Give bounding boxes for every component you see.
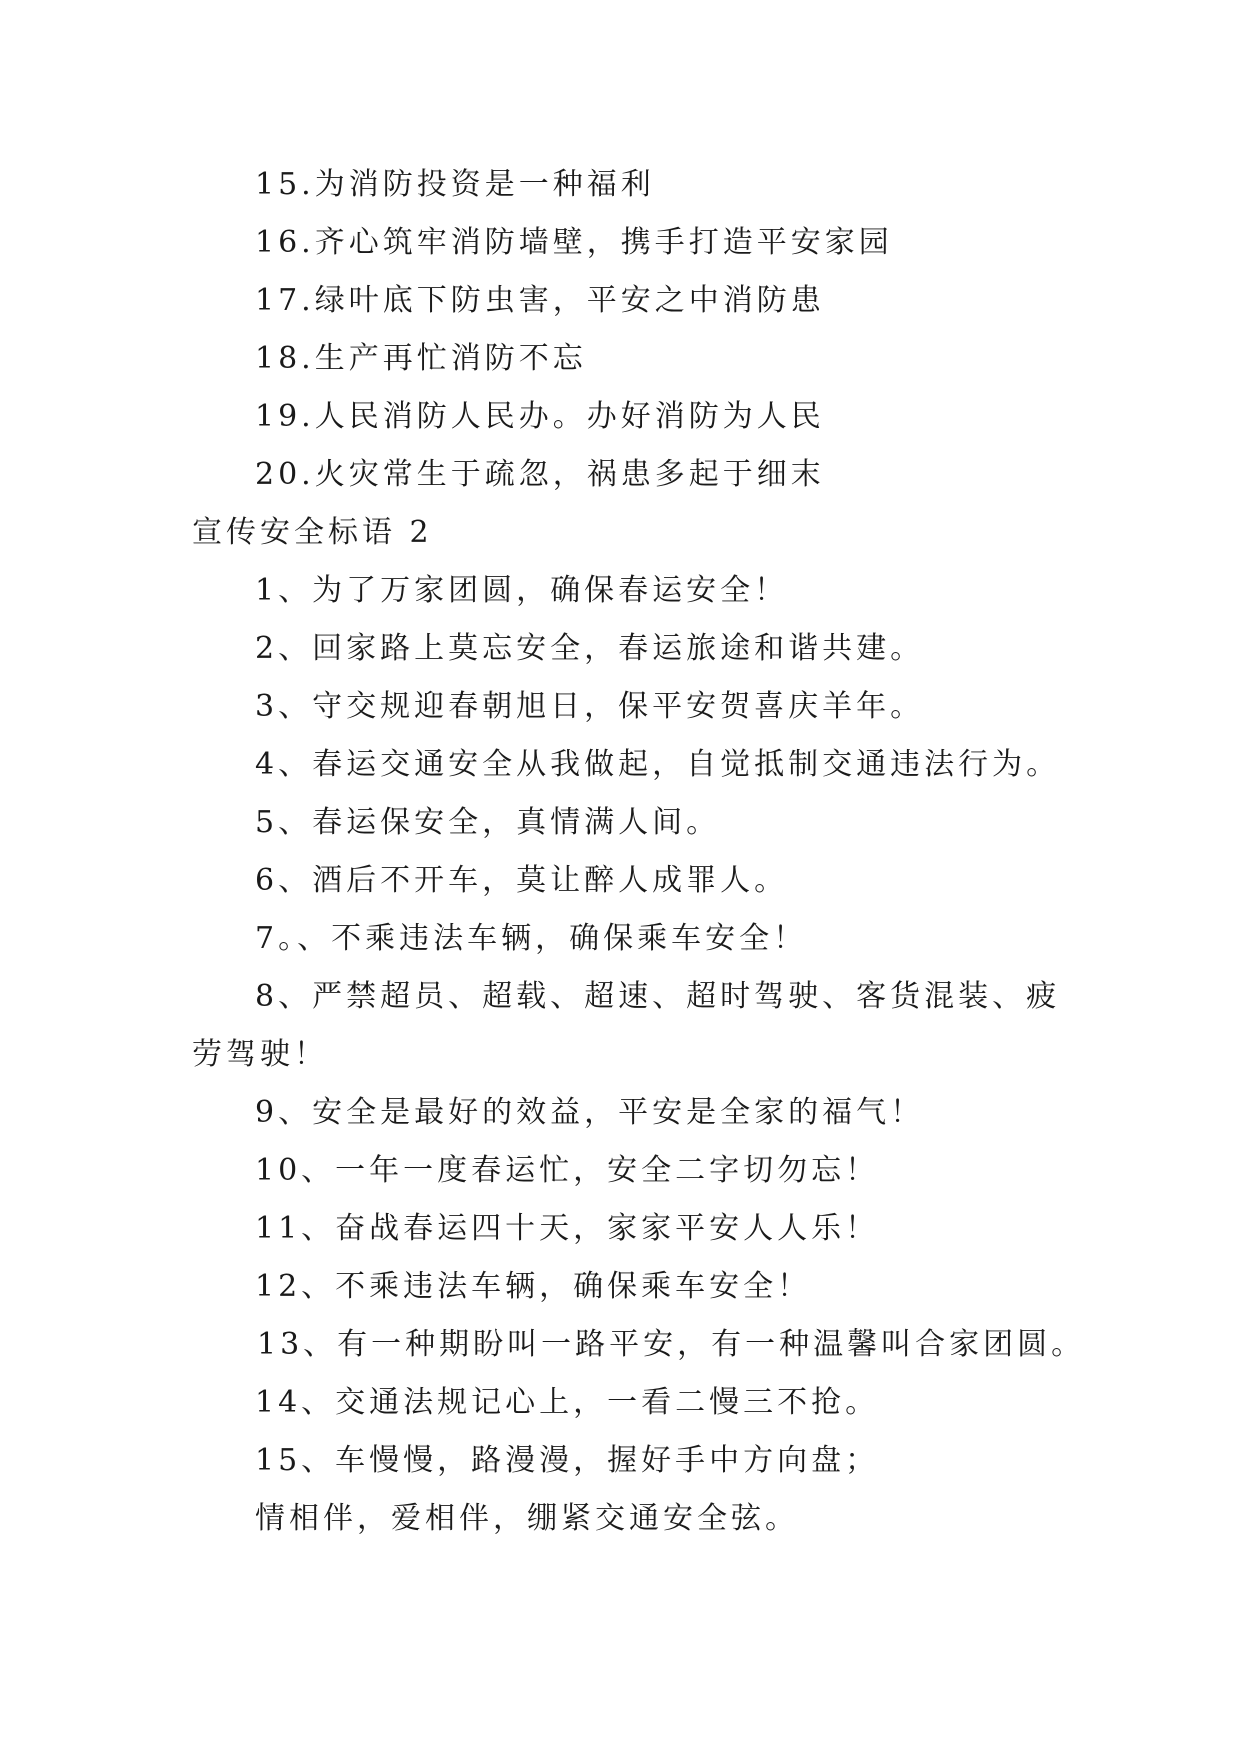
slogan-item: 15.为消防投资是一种福利 [255,167,655,202]
slogan-item: 15、车慢慢，路漫漫，握好手中方向盘； [255,1443,880,1478]
slogan-item: 7。、不乘违法车辆，确保乘车安全！ [255,921,808,956]
slogan-item: 13、有一种期盼叫一路平安，有一种温馨叫合家团圆。 [257,1327,1086,1362]
slogan-item-continuation: 劳驾驶！ [192,1037,328,1072]
slogan-item: 17.绿叶底下防虫害，平安之中消防患 [255,283,825,318]
slogan-item: 18.生产再忙消防不忘 [255,341,587,376]
slogan-item: 10、一年一度春运忙，安全二字切勿忘！ [255,1153,880,1188]
slogan-item: 16.齐心筑牢消防墙壁，携手打造平安家园 [255,225,893,260]
slogan-item: 4、春运交通安全从我做起，自觉抵制交通违法行为。 [255,747,1061,782]
slogan-item: 20.火灾常生于疏忽，祸患多起于细末 [255,457,825,492]
slogan-item: 8、严禁超员、超载、超速、超时驾驶、客货混装、疲 [255,979,1061,1014]
section-heading: 宣传安全标语 2 [192,515,433,550]
slogan-item: 11、奋战春运四十天，家家平安人人乐！ [255,1211,880,1246]
slogan-item: 5、春运保安全，真情满人间。 [255,805,721,840]
slogan-item-continuation: 情相伴，爱相伴，绷紧交通安全弦。 [255,1501,799,1536]
slogan-item: 12、不乘违法车辆，确保乘车安全！ [255,1269,812,1304]
slogan-item: 6、酒后不开车，莫让醉人成罪人。 [255,863,789,898]
slogan-item: 2、回家路上莫忘安全，春运旅途和谐共建。 [255,631,925,666]
slogan-item: 9、安全是最好的效益，平安是全家的福气！ [255,1095,925,1130]
slogan-item: 14、交通法规记心上，一看二慢三不抢。 [255,1385,880,1420]
slogan-item: 3、守交规迎春朝旭日，保平安贺喜庆羊年。 [255,689,925,724]
slogan-item: 1、为了万家团圆，确保春运安全！ [255,573,789,608]
slogan-item: 19.人民消防人民办。办好消防为人民 [255,399,825,434]
